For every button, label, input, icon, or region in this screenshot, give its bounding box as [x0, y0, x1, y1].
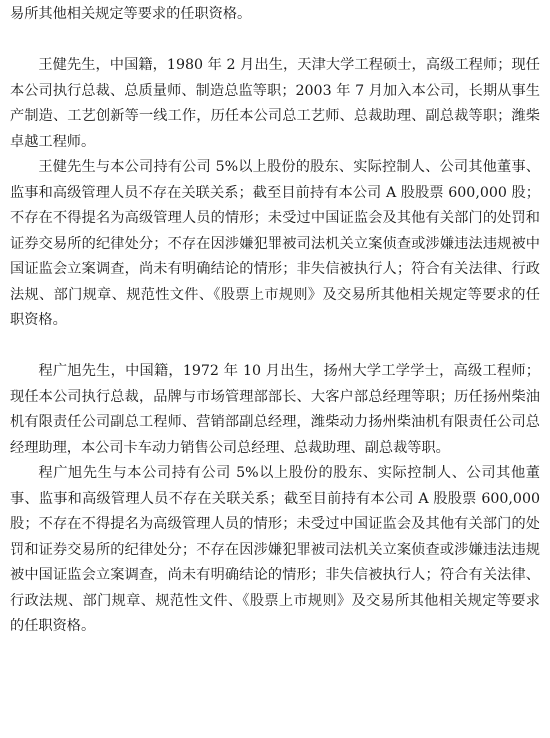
paragraph-continuation: 易所其他相关规定等要求的任职资格。: [10, 6, 252, 22]
paragraph-wang-jian-qualification: 王健先生与本公司持有公司 5%以上股份的股东、实际控制人、公司其他董事、监事和高级管理人员不存在关联关系；截至目前持有本公司 A 股股票 600,000 股；不存在不得提名为高级管理人员的情形；未受过中国证监会及其他有关部门的处罚和证券交易所的纪律处分；不存在因涉嫌犯罪被司法机关立案侦查或涉嫌违法违规被中国证监会立案调查，尚未有明确结论的情形；非失信被执行人；符合有关法律、行政法规、部门规章、规范性文件、《股票上市规则》及交易所其他相关规定等要求的任职资格。: [10, 159, 540, 328]
paragraph-spacer: [10, 334, 540, 360]
paragraph-spacer: [10, 28, 540, 54]
paragraph-cheng-guangxu-bio: 程广旭先生，中国籍，1972 年 10 月出生，扬州大学工学学士，高级工程师；现任本公司执行总裁，品牌与市场管理部部长、大客户部总经理等职；历任扬州柴油机有限责任公司副总工程师、营销部副总经理，潍柴动力扬州柴油机有限责任公司总经理助理，本公司卡车动力销售公司总经理、总裁助理、副总裁等职。: [10, 363, 540, 456]
paragraph-cheng-guangxu-qualification: 程广旭先生与本公司持有公司 5%以上股份的股东、实际控制人、公司其他董事、监事和高级管理人员不存在关联关系；截至目前持有本公司 A 股股票 600,000 股；不存在不得提名为高级管理人员的情形；未受过中国证监会及其他有关部门的处罚和证券交易所的纪律处分；不存在因涉嫌犯罪被司法机关立案侦查或涉嫌违法违规被中国证监会立案调查，尚未有明确结论的情形；非失信被执行人；符合有关法律、行政法规、部门规章、规范性文件、《股票上市规则》及交易所其他相关规定等要求的任职资格。: [10, 465, 540, 634]
paragraph-wang-jian-bio: 王健先生，中国籍，1980 年 2 月出生，天津大学工程硕士，高级工程师；现任本公司执行总裁、总质量师、制造总监等职；2003 年 7 月加入本公司，长期从事生产制造、工艺创新等一线工作，历任本公司总工艺师、总裁助理、副总裁等职；潍柴卓越工程师。: [10, 57, 540, 150]
